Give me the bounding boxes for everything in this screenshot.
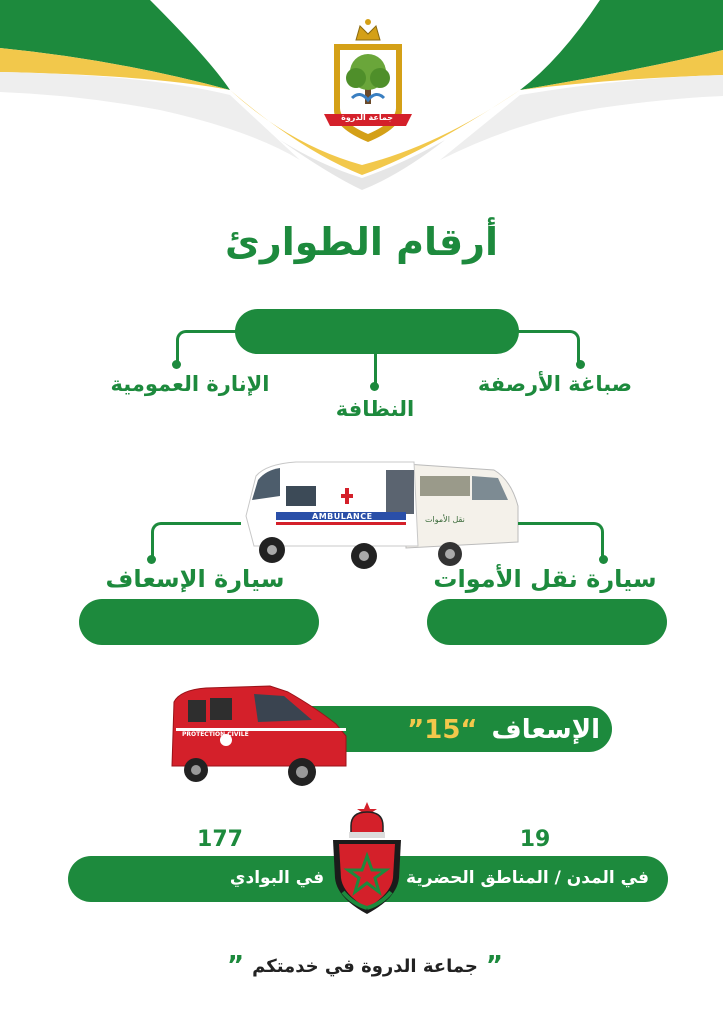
police-rural-label: في البوادي — [229, 868, 325, 888]
service-public-lighting: الإنارة العمومية — [110, 372, 270, 396]
logo-ribbon-text: جماعة الدروة — [341, 113, 393, 122]
ambulance-and-hearse-image — [236, 456, 526, 580]
ambulance-vehicle-text: AMBULANCE — [312, 512, 373, 521]
footer-tagline — [205, 950, 525, 982]
civil-protection-label: الإسعاف — [491, 715, 600, 745]
ambulance-label: سيارة الإسعاف — [105, 565, 285, 593]
civil-protection-text — [360, 710, 600, 750]
service-sidewalk-painting: صباغة الأرصفة — [477, 372, 633, 396]
service-cleaning: النظافة — [335, 397, 415, 421]
police-urban-label: في المدن / المناطق الحضرية — [406, 868, 649, 888]
footer-quote-open: ” — [485, 951, 503, 981]
civil-protection-vehicle-text: PROTECTION CIVILE — [182, 731, 249, 738]
connector-dot-left — [172, 360, 181, 369]
connector-ambulance — [151, 522, 241, 560]
hearse-label: سيارة نقل الأموات — [433, 565, 657, 593]
services-number-pill — [235, 309, 519, 354]
footer-quote-close: ” — [227, 951, 245, 981]
connector-right — [516, 330, 580, 365]
municipality-logo — [318, 10, 418, 150]
civil-protection-number: “15” — [407, 715, 478, 745]
police-emblem — [325, 800, 409, 916]
footer-text: جماعة الدروة في خدمتكم — [252, 955, 478, 977]
page-title: أرقام الطوارئ — [225, 220, 498, 264]
police-rural-number: 177 — [197, 827, 243, 852]
connector-left — [176, 330, 238, 365]
hearse-number-pill — [427, 599, 667, 645]
connector-dot-right — [576, 360, 585, 369]
connector-hearse — [518, 522, 604, 560]
police-urban-number: 19 — [519, 827, 551, 852]
connector-dot-hearse — [599, 555, 608, 564]
ambulance-number-pill — [79, 599, 319, 645]
connector-dot-ambulance — [147, 555, 156, 564]
hearse-vehicle-text: نقل الأموات — [425, 515, 465, 524]
connector-dot-center — [370, 382, 379, 391]
